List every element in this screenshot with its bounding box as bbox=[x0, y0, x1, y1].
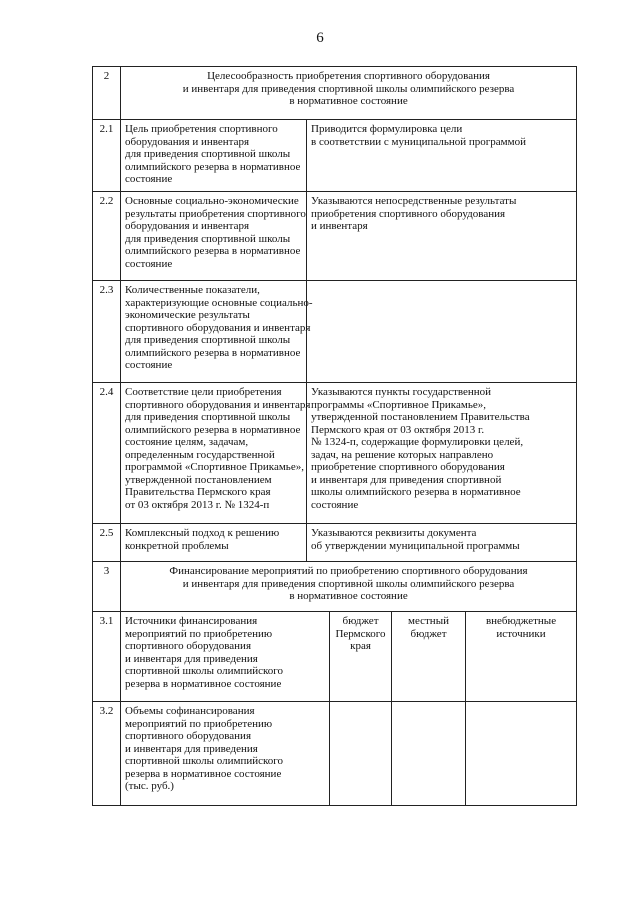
row-number: 2.4 bbox=[93, 383, 121, 524]
row-number: 3.1 bbox=[93, 612, 121, 702]
row-value-empty bbox=[307, 281, 577, 383]
row-value: Приводится формулировка цели в соответствии с муниципальной программой bbox=[307, 120, 577, 192]
table-row bbox=[93, 67, 577, 120]
column-header-local-budget: местный бюджет bbox=[392, 612, 466, 702]
row-label: Объемы софинансирования мероприятий по приобретению спортивного оборудования и инвентаря для приведения спортивной школы олимпийского резерва в нормативное состояние (тыс. руб.) bbox=[121, 702, 330, 806]
row-label: Количественные показатели, характеризующие основные социально- экономические результаты спортивного оборудования и инвентаря для приведения спортивной школы олимпийского резерва в нормативное состояние bbox=[121, 281, 307, 383]
table-row bbox=[93, 612, 577, 702]
page-number: 6 bbox=[316, 30, 324, 46]
row-value: Указываются реквизиты документа об утверждении муниципальной программы bbox=[307, 524, 577, 562]
row-label: Цель приобретения спортивного оборудования и инвентаря для приведения спортивной школы олимпийского резерва в нормативное состояние bbox=[121, 120, 307, 192]
row-label: Основные социально-экономические результаты приобретения спортивного оборудования и инвентаря для приведения спортивной школы олимпийского резерва в нормативное состояние bbox=[121, 192, 307, 281]
table-row bbox=[93, 192, 577, 281]
form-table bbox=[92, 66, 577, 806]
table-row bbox=[93, 524, 577, 562]
column-header-regional-budget: бюджет Пермского края bbox=[330, 612, 392, 702]
table-row bbox=[93, 702, 577, 806]
row-label: Источники финансирования мероприятий по приобретению спортивного оборудования и инвентаря для приведения спортивной школы олимпийского резерва в нормативное состояние bbox=[121, 612, 330, 702]
row-number: 2.3 bbox=[93, 281, 121, 383]
cell-local-budget bbox=[392, 702, 466, 806]
row-number: 2 bbox=[93, 67, 121, 120]
row-number: 2.5 bbox=[93, 524, 121, 562]
row-number: 2.1 bbox=[93, 120, 121, 192]
column-header-extrabudgetary: внебюджетные источники bbox=[466, 612, 577, 702]
table-row bbox=[93, 281, 577, 383]
row-label: Комплексный подход к решению конкретной проблемы bbox=[121, 524, 307, 562]
row-value: Указываются пункты государственной программы «Спортивное Прикамье», утвержденной постановлением Правительства Пермского края от 03 октября 2013 г. № 1324-п, содержащие формулировки целей, задач, на решение которых направлено приобретение спортивного оборудования и инвентаря для приведения спортивной школы олимпийского резерва в нормативное состояние bbox=[307, 383, 577, 524]
cell-regional-budget bbox=[330, 702, 392, 806]
row-label: Соответствие цели приобретения спортивного оборудования и инвентаря для приведения спортивной школы олимпийского резерва в нормативное состояние целям, задачам, определенным государственной программой «Спортивное Прикамье», утвержденной постановлением Правительства Пермского края от 03 октября 2013 г. № 1324-п bbox=[121, 383, 307, 524]
row-number: 3.2 bbox=[93, 702, 121, 806]
table-row bbox=[93, 562, 577, 612]
table-row bbox=[93, 120, 577, 192]
row-number: 3 bbox=[93, 562, 121, 612]
row-value: Указываются непосредственные результаты приобретения спортивного оборудования и инвентаря bbox=[307, 192, 577, 281]
section-title: Финансирование мероприятий по приобретению спортивного оборудования и инвентаря для приведения спортивной школы олимпийского резерва в нормативное состояние bbox=[121, 562, 577, 612]
cell-extrabudgetary bbox=[466, 702, 577, 806]
section-title: Целесообразность приобретения спортивного оборудования и инвентаря для приведения спортивной школы олимпийского резерва в нормативное состояние bbox=[121, 67, 577, 120]
table-row bbox=[93, 383, 577, 524]
row-number: 2.2 bbox=[93, 192, 121, 281]
